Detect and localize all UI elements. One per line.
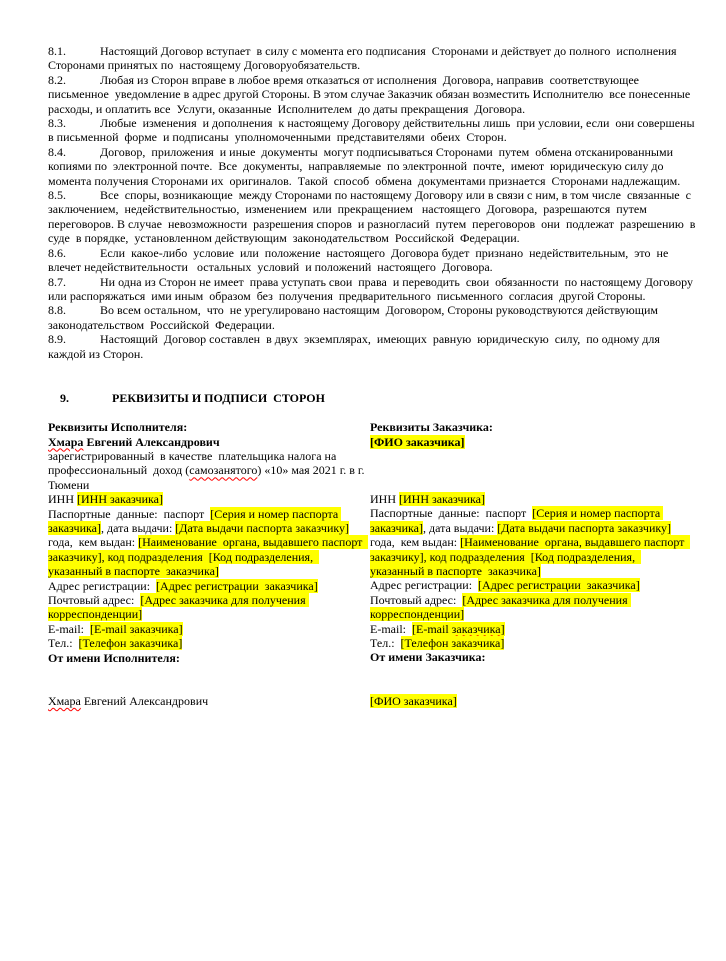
on-behalf-executor: [48, 651, 370, 665]
text-segment: Адрес регистрации:: [48, 578, 157, 593]
clause: [48, 332, 696, 361]
postal-address-line: [48, 593, 370, 622]
section-number: 9.: [60, 391, 69, 406]
placeholder-field: [ФИО заказчика]: [370, 434, 465, 449]
text-segment: ИНН: [370, 491, 399, 506]
text-segment: ) «10» мая 2021 г. в г. Тюмени: [48, 463, 368, 492]
column-spacer: [370, 665, 692, 694]
clause: [48, 116, 701, 145]
clause: [48, 44, 696, 73]
executor-registration: [48, 449, 370, 492]
clause-number: 8.1.: [48, 44, 66, 58]
clause-text: Во всем остальном, что не урегулировано настоящим Договором, Стороны руководствуются действующим законодательством Российской Федерации.: [48, 303, 661, 332]
placeholder-field: [Адрес заказчика для получения корреспонденции]: [370, 592, 631, 622]
placeholder-field: [Адрес регистрации заказчика]: [156, 578, 318, 593]
placeholder-field: [Серия и номер паспорта заказчика]: [370, 506, 664, 535]
placeholder-field: заказчика: [451, 621, 501, 636]
text-segment: Почтовый адрес:: [370, 592, 463, 607]
clause-text: Настоящий Договор составлен в двух экземплярах, имеющих равную юридическую силу, по одному для каждой из Сторон.: [48, 332, 666, 361]
text-segment: Паспортные данные: паспорт: [370, 506, 533, 521]
customer-requisites-title: [370, 420, 692, 434]
placeholder-field: [Адрес заказчика для получения корреспонденции]: [48, 593, 309, 622]
text-segment: Хмара: [48, 434, 84, 449]
on-behalf-customer: [370, 650, 692, 664]
placeholder-field: [E-mail: [412, 621, 452, 636]
clause-text: Настоящий Договор вступает в силу с момента его подписания Сторонами и действует до полного исполнения Сторонами принятых по настоящему Договоруобязательств.: [48, 44, 680, 73]
clause-text: Ни одна из Сторон не имеет права уступать свои права и переводить свои обязанности по настоящему Договору или распоряжаться ими иным образом без получения предварительного письменного согласия другой Стороны.: [48, 274, 696, 303]
clause: [48, 303, 696, 332]
section9-heading: [48, 377, 696, 420]
email-line: [48, 622, 370, 636]
clause-text: Договор, приложения и иные документы могут подписываться Сторонами путем обмена отсканированными копиями по электронной почте. Все документы, направляемые по электронной почте, имеют юридическую силу до момента получения Сторонами их оригиналов. Такой способ обмена документами признается Сторонами надлежащим.: [48, 144, 681, 188]
section-title: РЕКВИЗИТЫ И ПОДПИСИ СТОРОН: [112, 391, 325, 406]
text-segment: Адрес регистрации:: [370, 578, 479, 593]
customer-signature-placeholder: [370, 694, 692, 708]
clause: [48, 275, 696, 304]
clause: [48, 246, 696, 275]
clause-number: 8.8.: [48, 303, 66, 318]
clause-number: 8.2.: [48, 72, 66, 87]
executor-requisites-title: [48, 420, 370, 434]
placeholder-field: заказчика: [129, 621, 179, 636]
registration-address-line: [48, 579, 370, 593]
column-spacer: [370, 449, 692, 492]
placeholder-field: [Дата выдачи паспорта заказчику]: [497, 520, 672, 535]
clause-text: Все споры, возникающие между Сторонами по настоящему Договору или в связи с ним, в том числе связанные с заключением, недействительностью, изменением или прекращением настоящего Договора, разрешаются путем переговоров. В случае невозможности разрешения споров и разногласий путем переговоров они подлежат разрешению в суде в порядке, установленном действующим законодательством Российской Федерации.: [48, 188, 699, 246]
passport-line: [48, 507, 370, 579]
text-segment: самозанятого: [189, 463, 258, 478]
clause-text: Если какое-либо условие или положение настоящего Договора будет признано недействительным, это не влечет недействительности остальных условий и положений настоящего Договора.: [48, 245, 672, 275]
text-segment: E-mail:: [370, 621, 412, 636]
placeholder-field: [ИНН заказчика]: [77, 492, 163, 507]
passport-line: [370, 506, 692, 578]
text-segment: Тел.:: [370, 636, 401, 651]
text-segment: Тел.:: [48, 636, 79, 651]
text-segment: , дата выдачи:: [100, 521, 176, 535]
clause-number: 8.6.: [48, 245, 66, 260]
placeholder-field: [Серия и номер паспорта заказчика]: [48, 506, 342, 535]
executor-signature-name: [48, 694, 370, 708]
customer-column: [370, 420, 692, 708]
postal-address-line: [370, 593, 692, 622]
clause-text: Любая из Сторон вправе в любое время отказаться от исполнения Договора, направив соответствующее письменное уведомление в адрес другой Стороны. В этом случае Заказчик обязан возместить Исполнителю все понесенные расходы, и оплатить все Услуги, оказанные Исполнителем до даты прекращения Договора.: [48, 72, 694, 116]
clause-number: 8.7.: [48, 274, 66, 289]
text-segment: Почтовый адрес:: [48, 593, 141, 608]
clause-number: 8.3.: [48, 116, 66, 131]
placeholder-field: [Наименование органа, выдавшего паспорт заказчику], код подразделения [Код подразделения, указанный в паспорте заказчика]: [48, 535, 369, 579]
placeholder-field: ]: [500, 621, 505, 636]
text-segment: года, кем выдан:: [370, 520, 675, 550]
clause: [48, 73, 696, 116]
clause-number: 8.4.: [48, 144, 66, 159]
text-segment: зарегистрированный в качестве плательщика налога на профессиональный доход (: [48, 448, 340, 478]
column-spacer: [48, 665, 370, 694]
phone-line: [48, 636, 370, 650]
requisites-columns: [48, 420, 696, 708]
text-segment: Паспортные данные: паспорт: [48, 506, 211, 521]
placeholder-field: [ИНН заказчика]: [399, 491, 485, 506]
text-segment: От имени Исполнителя:: [48, 650, 180, 665]
placeholder-field: [Адрес регистрации заказчика]: [478, 578, 640, 593]
clause-text: Любые изменения и дополнения к настоящему Договору действительны лишь при условии, если они совершены в письменной форме и подписаны уполномоченными представителями обеих Сторон.: [48, 116, 701, 145]
text-segment: Евгений Александрович: [80, 694, 209, 709]
text-segment: года, кем выдан:: [48, 521, 353, 550]
text-segment: Хмара: [48, 694, 81, 709]
clause-number: 8.5.: [48, 188, 66, 203]
text-segment: E-mail:: [48, 621, 90, 636]
text-segment: ИНН: [48, 492, 77, 507]
clauses-section: [48, 44, 701, 361]
clause: [48, 145, 696, 188]
text-segment: От имени Заказчика:: [370, 650, 486, 665]
text-segment: Евгений Александрович: [83, 434, 220, 449]
registration-address-line: [370, 578, 692, 592]
phone-line: [370, 636, 692, 650]
placeholder-field: [Дата выдачи паспорта заказчику]: [175, 521, 350, 535]
inn-line: [370, 492, 692, 506]
inn-line: [48, 492, 370, 506]
executor-column: [48, 420, 370, 708]
executor-name: [48, 435, 370, 449]
placeholder-field: ]: [178, 621, 183, 636]
email-line: [370, 622, 692, 636]
clause: [48, 188, 699, 246]
placeholder-field: [ФИО заказчика]: [370, 693, 457, 708]
clause-number: 8.9.: [48, 332, 66, 347]
placeholder-field: [Телефон заказчика]: [400, 636, 505, 651]
placeholder-field: [E-mail: [90, 621, 130, 636]
placeholder-field: [Наименование органа, выдавшего паспорт заказчику], код подразделения [Код подразделения, указанный в паспорте заказчика]: [370, 535, 691, 578]
placeholder-field: [Телефон заказчика]: [78, 636, 183, 651]
text-segment: Реквизиты Исполнителя:: [48, 420, 188, 435]
text-segment: , дата выдачи:: [422, 520, 498, 535]
text-segment: Реквизиты Заказчика:: [370, 420, 493, 435]
customer-name-placeholder: [370, 435, 692, 449]
